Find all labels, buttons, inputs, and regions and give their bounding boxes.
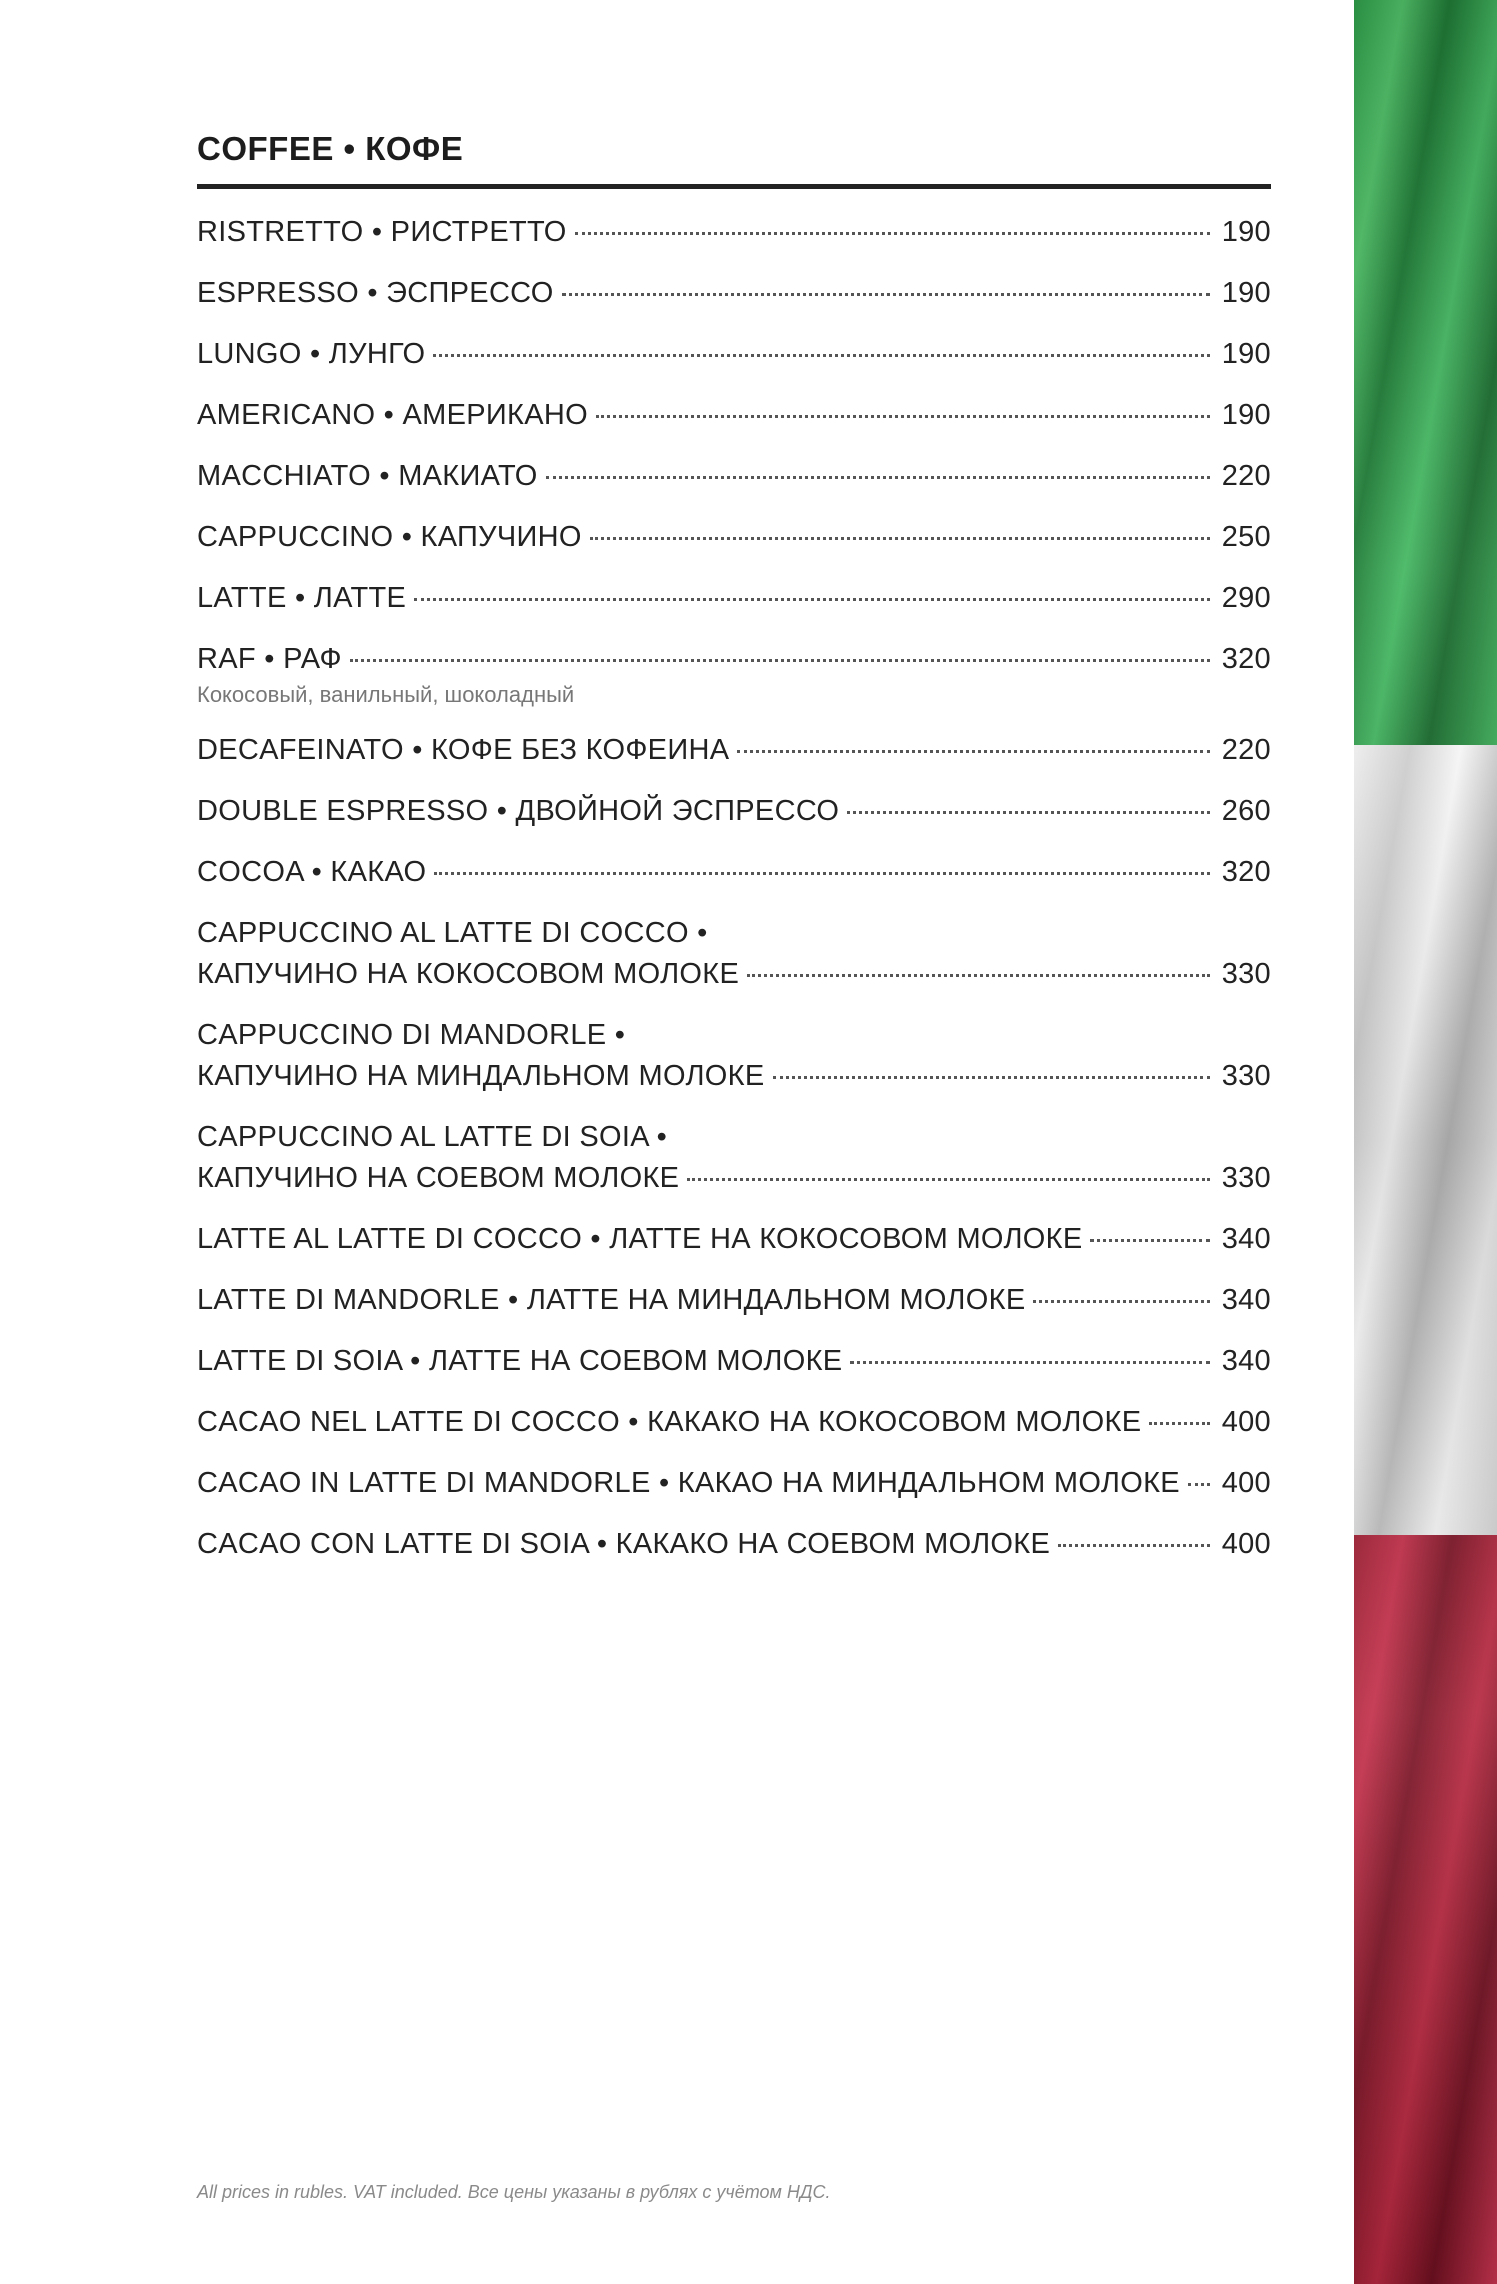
dot-leader <box>433 354 1209 357</box>
menu-item-row <box>197 518 1271 557</box>
menu-item-row <box>197 640 1271 679</box>
menu-item-row <box>197 1525 1271 1564</box>
item-price: 330 <box>1221 1060 1271 1092</box>
menu-item <box>197 1220 1271 1259</box>
menu-item <box>197 274 1271 313</box>
item-name: RAF • РАФ <box>197 643 342 675</box>
item-name: LUNGO • ЛУНГО <box>197 338 426 370</box>
item-name: DECAFEINATO • КОФЕ БЕЗ КОФЕИНА <box>197 734 730 766</box>
italian-flag-decoration <box>1354 0 1497 2284</box>
item-price: 260 <box>1221 795 1271 827</box>
item-name: LATTE DI SOIA • ЛАТТЕ НА СОЕВОМ МОЛОКЕ <box>197 1345 843 1377</box>
item-price: 330 <box>1221 1162 1271 1194</box>
item-price: 400 <box>1221 1406 1271 1438</box>
item-name: КАПУЧИНО НА МИНДАЛЬНОМ МОЛОКЕ <box>197 1060 765 1092</box>
item-description: Кокосовый, ванильный, шоколадный <box>197 682 575 707</box>
item-name: CACAO NEL LATTE DI COCCO • КАКАКО НА КОКОСОВОМ МОЛОКЕ <box>197 1406 1142 1438</box>
item-name: CACAO IN LATTE DI MANDORLE • КАКАО НА МИНДАЛЬНОМ МОЛОКЕ <box>197 1467 1180 1499</box>
item-name: COCOA • КАКАО <box>197 856 427 888</box>
item-name: DOUBLE ESPRESSO • ДВОЙНОЙ ЭСПРЕССО <box>197 795 840 827</box>
dot-leader <box>562 293 1210 296</box>
item-name: LATTE • ЛАТТЕ <box>197 582 407 614</box>
menu-item <box>197 457 1271 496</box>
dot-leader <box>850 1361 1209 1364</box>
dot-leader <box>1188 1483 1210 1486</box>
item-price: 340 <box>1221 1345 1271 1377</box>
item-price: 340 <box>1221 1284 1271 1316</box>
menu-item <box>197 853 1271 892</box>
menu-item <box>197 335 1271 374</box>
menu-section <box>197 130 1271 1586</box>
item-name: LATTE AL LATTE DI COCCO • ЛАТТЕ НА КОКОСОВОМ МОЛОКЕ <box>197 1223 1083 1255</box>
menu-item <box>197 914 1271 994</box>
menu-item-row <box>197 457 1271 496</box>
menu-item-row <box>197 1281 1271 1320</box>
item-price: 340 <box>1221 1223 1271 1255</box>
dot-leader <box>590 537 1210 540</box>
item-price: 320 <box>1221 643 1271 675</box>
menu-item-row <box>197 579 1271 618</box>
dot-leader <box>773 1076 1210 1079</box>
dot-leader <box>747 974 1210 977</box>
item-price: 400 <box>1221 1528 1271 1560</box>
item-price: 190 <box>1221 399 1271 431</box>
item-price: 190 <box>1221 338 1271 370</box>
item-price: 400 <box>1221 1467 1271 1499</box>
menu-item <box>197 731 1271 770</box>
dot-leader <box>687 1178 1209 1181</box>
item-name-line1: CAPPUCCINO DI MANDORLE • <box>197 1019 626 1051</box>
item-name: КАПУЧИНО НА СОЕВОМ МОЛОКЕ <box>197 1162 680 1194</box>
menu-item <box>197 213 1271 252</box>
menu-item <box>197 1403 1271 1442</box>
item-name: CAPPUCCINO • КАПУЧИНО <box>197 521 582 553</box>
menu-item <box>197 1281 1271 1320</box>
item-price: 190 <box>1221 277 1271 309</box>
menu-item-row <box>197 1057 1271 1096</box>
menu-item-row <box>197 1342 1271 1381</box>
menu-item-row <box>197 335 1271 374</box>
dot-leader <box>414 598 1210 601</box>
item-price: 320 <box>1221 856 1271 888</box>
menu-item-row <box>197 1159 1271 1198</box>
item-name-line1: CAPPUCCINO AL LATTE DI SOIA • <box>197 1121 668 1153</box>
menu-item <box>197 1016 1271 1096</box>
item-price: 330 <box>1221 958 1271 990</box>
menu-item-row <box>197 1464 1271 1503</box>
menu-item <box>197 579 1271 618</box>
item-price: 250 <box>1221 521 1271 553</box>
item-price: 220 <box>1221 460 1271 492</box>
dot-leader <box>737 750 1209 753</box>
menu-item-row <box>197 213 1271 252</box>
item-name: RISTRETTO • РИСТРЕТТО <box>197 216 567 248</box>
item-name: AMERICANO • АМЕРИКАНО <box>197 399 588 431</box>
menu-item <box>197 1342 1271 1381</box>
dot-leader <box>596 415 1210 418</box>
dot-leader <box>1058 1544 1210 1547</box>
menu-list <box>197 213 1271 1564</box>
dot-leader <box>1149 1422 1209 1425</box>
menu-item <box>197 1464 1271 1503</box>
dot-leader <box>546 476 1210 479</box>
menu-item <box>197 792 1271 831</box>
dot-leader <box>434 872 1209 875</box>
item-price: 290 <box>1221 582 1271 614</box>
menu-item-row <box>197 396 1271 435</box>
menu-item-row <box>197 1403 1271 1442</box>
flag-fabric-shading <box>1354 0 1497 2284</box>
item-name: LATTE DI MANDORLE • ЛАТТЕ НА МИНДАЛЬНОМ МОЛОКЕ <box>197 1284 1026 1316</box>
menu-item-row <box>197 274 1271 313</box>
menu-item <box>197 518 1271 557</box>
menu-item <box>197 1118 1271 1198</box>
menu-item <box>197 640 1271 709</box>
item-name: MACCHIATO • МАКИАТО <box>197 460 538 492</box>
menu-item-row <box>197 792 1271 831</box>
menu-item <box>197 396 1271 435</box>
item-price: 190 <box>1221 216 1271 248</box>
menu-item-row <box>197 1220 1271 1259</box>
item-price: 220 <box>1221 734 1271 766</box>
dot-leader <box>350 659 1210 662</box>
menu-item-row <box>197 731 1271 770</box>
section-title: COFFEE • КОФЕ <box>197 130 1271 189</box>
item-name: ESPRESSO • ЭСПРЕССО <box>197 277 554 309</box>
menu-item-row <box>197 853 1271 892</box>
dot-leader <box>1090 1239 1209 1242</box>
dot-leader <box>1033 1300 1209 1303</box>
menu-item <box>197 1525 1271 1564</box>
item-name: КАПУЧИНО НА КОКОСОВОМ МОЛОКЕ <box>197 958 740 990</box>
price-disclaimer: All prices in rubles. VAT included. Все цены указаны в рублях с учётом НДС. <box>197 2182 831 2202</box>
dot-leader <box>575 232 1210 235</box>
dot-leader <box>847 811 1209 814</box>
item-name-line1: CAPPUCCINO AL LATTE DI COCCO • <box>197 917 708 949</box>
menu-item-row <box>197 955 1271 994</box>
item-name: CACAO CON LATTE DI SOIA • КАКАКО НА СОЕВОМ МОЛОКЕ <box>197 1528 1051 1560</box>
